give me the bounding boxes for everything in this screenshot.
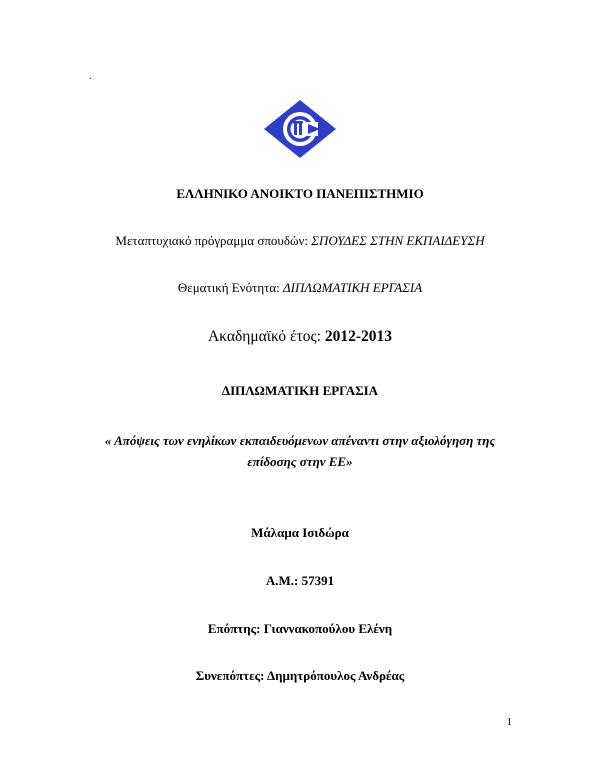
academic-year-value: 2012-2013 <box>324 328 393 345</box>
stray-dot: . <box>89 71 92 82</box>
author-name: Μάλαμα Ισιδώρα <box>251 525 349 540</box>
thesis-title-line-2: επίδοσης στην ΕΕ» <box>247 454 353 469</box>
university-name: ΕΛΛΗΝΙΚΟ ΑΝΟΙΚΤΟ ΠΑΝΕΠΙΣΤΗΜΙΟ <box>176 186 424 201</box>
cosupervisor-value: Δημητρόπουλος Ανδρέας <box>267 668 405 683</box>
supervisor-value: Γιαννακοπούλου Ελένη <box>263 621 393 636</box>
eap-logo-svg <box>264 100 336 158</box>
academic-year-line <box>0 328 600 346</box>
registration-label: Α.Μ.: <box>265 573 302 588</box>
academic-year-label: Ακαδημαϊκό έτος: <box>207 328 325 345</box>
program-label: Μεταπτυχιακό πρόγραμμα σπουδών: <box>115 233 312 248</box>
program-value: ΣΠΟΥΔΕΣ ΣΤΗΝ ΕΚΠΑΙΔΕΥΣΗ <box>311 233 485 248</box>
supervisor-label: Επόπτης: <box>207 621 264 636</box>
page-number: 1 <box>506 716 512 728</box>
eap-logo-icon <box>264 100 336 158</box>
cosupervisor-label: Συνεπόπτες: <box>195 668 267 683</box>
thematic-unit-line <box>0 280 600 296</box>
logo-pillar-right <box>299 123 302 135</box>
supervisor-line <box>0 621 600 637</box>
thesis-title <box>60 430 540 472</box>
thematic-unit-value: ΔΙΠΛΩΜΑΤΙΚΗ ΕΡΓΑΣΙΑ <box>283 280 423 295</box>
cosupervisor-line <box>0 668 600 684</box>
registration-value: 57391 <box>301 573 335 588</box>
thesis-title-line-1: « Απόψεις των ενηλίκων εκπαιδευόμενων απέναντι στην αξιολόγηση της <box>104 433 496 448</box>
registration-line <box>0 573 600 589</box>
logo-lintel <box>293 121 303 124</box>
logo-pillar-left <box>294 123 297 135</box>
thematic-unit-label: Θεματική Ενότητα: <box>177 280 284 295</box>
program-line <box>0 233 600 249</box>
thesis-heading: ΔΙΠΛΩΜΑΤΙΚΗ ΕΡΓΑΣΙΑ <box>221 383 379 398</box>
